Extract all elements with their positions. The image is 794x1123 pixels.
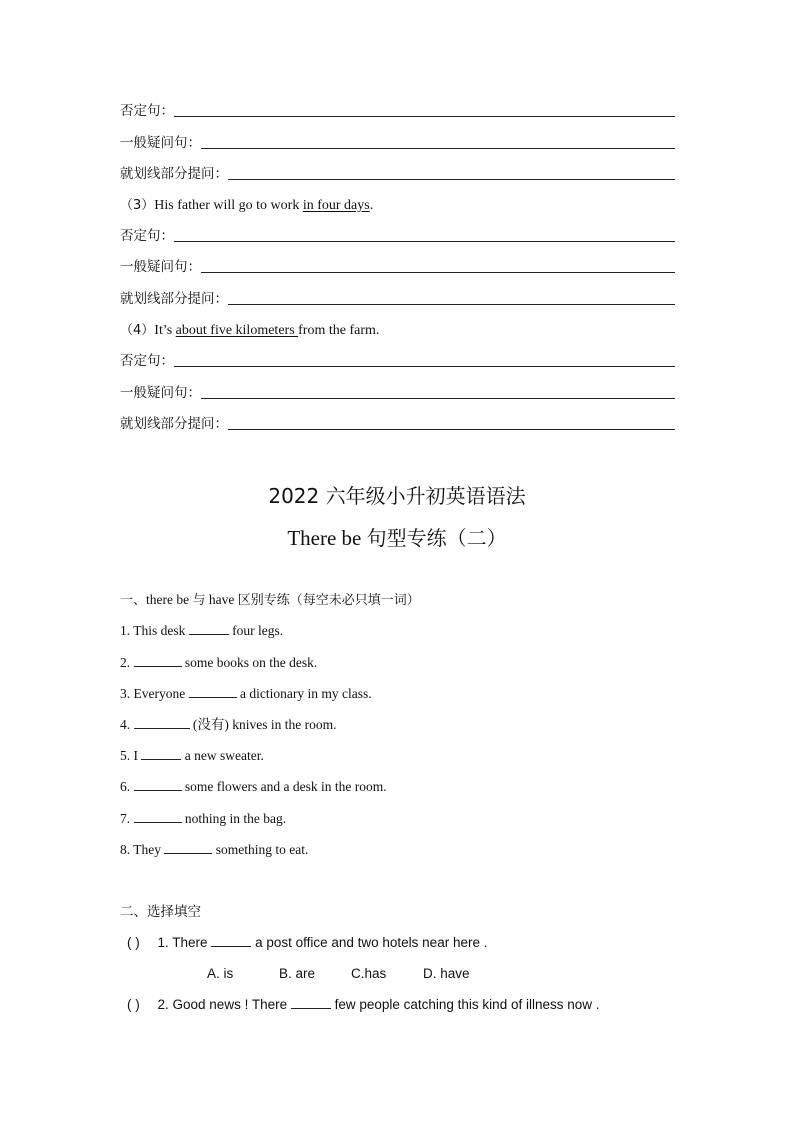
answer-row-negative-3 (120, 223, 675, 245)
question-number: （4） (120, 323, 155, 338)
list-item (120, 715, 336, 735)
underlined-phrase: about five kilometers (175, 323, 299, 338)
fill-blank[interactable] (134, 777, 182, 791)
subtitle-english: There be (287, 526, 367, 550)
answer-row-question-1 (120, 130, 675, 152)
title-line-1: 2022 六年级小升初英语语法 (268, 484, 526, 508)
list-item (120, 684, 372, 704)
question-4 (120, 321, 379, 341)
answer-line[interactable] (174, 352, 675, 367)
question-text: His father will go to work (154, 198, 303, 213)
label-underline-question: 就划线部分提问： (120, 166, 228, 182)
fill-blank (211, 933, 251, 947)
fill-blank[interactable] (189, 684, 237, 698)
label-yes-no: 一般疑问句： (120, 385, 201, 401)
document-subtitle (0, 522, 794, 551)
subtitle-chinese: 句型专练（二） (366, 526, 507, 550)
section-2-heading: 二、选择填空 (120, 904, 201, 920)
label-yes-no: 一般疑问句： (120, 259, 201, 275)
answer-row-negative-4 (120, 348, 675, 370)
question-text: few people catching this kind of illness now . (330, 997, 600, 1012)
list-item (120, 809, 286, 829)
option-a[interactable]: A. is (207, 966, 234, 981)
answer-line[interactable] (201, 134, 675, 149)
heading-part: there be (146, 592, 193, 607)
answer-parentheses[interactable]: ( ) (127, 935, 140, 950)
answer-line[interactable] (228, 415, 675, 430)
fill-blank[interactable] (141, 746, 181, 760)
question-3 (120, 196, 373, 216)
question-text: It’s (154, 323, 176, 338)
label-negative: 否定句： (120, 228, 174, 244)
option-c[interactable]: C.has (351, 966, 387, 981)
answer-parentheses[interactable]: ( ) (127, 997, 140, 1012)
fill-blank[interactable] (134, 653, 182, 667)
heading-part: have (205, 592, 238, 607)
answer-row-underline-4 (120, 411, 675, 433)
question-number: （3） (120, 198, 155, 213)
item-text: 1. This desk (120, 623, 189, 638)
option-d[interactable]: D. have (423, 966, 470, 981)
answer-row-question-3 (120, 254, 675, 276)
answer-row-question-4 (120, 380, 675, 402)
fill-blank[interactable] (189, 621, 229, 635)
answer-line[interactable] (201, 384, 675, 399)
label-negative: 否定句： (120, 353, 174, 369)
heading-part: 一、 (120, 593, 147, 608)
item-text: four legs. (228, 623, 284, 638)
answer-row-negative-1 (120, 98, 675, 120)
section-1-heading (120, 590, 420, 611)
list-item (120, 653, 317, 673)
label-negative: 否定句： (120, 103, 174, 119)
heading-part: 区别专练（每空未必只填一词） (237, 593, 420, 608)
list-item (120, 840, 308, 860)
item-text: 4. (120, 717, 134, 732)
item-text: nothing in the bag. (181, 811, 287, 826)
list-item (120, 777, 387, 797)
answer-line[interactable] (201, 258, 675, 273)
item-text: 7. (120, 811, 134, 826)
fill-blank[interactable] (134, 715, 190, 729)
answer-line[interactable] (228, 290, 675, 305)
question-text: a post office and two hotels near here . (251, 935, 488, 950)
option-b[interactable]: B. are (279, 966, 316, 981)
mc-options-1 (207, 964, 495, 984)
fill-blank[interactable] (164, 840, 212, 854)
item-text: 6. (120, 779, 134, 794)
item-text: (没有) knives in the room. (189, 717, 337, 732)
mc-question-1 (127, 933, 487, 953)
item-text: something to eat. (212, 842, 309, 857)
question-text-end: from the farm. (298, 323, 380, 338)
item-text: some flowers and a desk in the room. (181, 779, 387, 794)
mc-question-2 (127, 995, 600, 1015)
item-text: a new sweater. (181, 748, 264, 763)
label-yes-no: 一般疑问句： (120, 135, 201, 151)
question-text-end: . (369, 198, 374, 213)
item-text: 5. I (120, 748, 142, 763)
label-underline-question: 就划线部分提问： (120, 416, 228, 432)
heading-part: 与 (192, 593, 206, 608)
answer-line[interactable] (174, 102, 675, 117)
answer-row-underline-1 (120, 161, 675, 183)
list-item (120, 746, 264, 766)
answer-line[interactable] (174, 227, 675, 242)
label-underline-question: 就划线部分提问： (120, 291, 228, 307)
item-text: 3. Everyone (120, 686, 189, 701)
item-text: 8. They (120, 842, 165, 857)
item-text: some books on the desk. (181, 655, 318, 670)
question-text: 1. There (157, 935, 212, 950)
document-title (0, 480, 794, 509)
answer-row-underline-3 (120, 286, 675, 308)
answer-line[interactable] (228, 165, 675, 180)
fill-blank[interactable] (134, 809, 182, 823)
underlined-phrase: in four days (302, 198, 370, 213)
item-text: 2. (120, 655, 134, 670)
item-text: a dictionary in my class. (236, 686, 372, 701)
fill-blank (291, 995, 331, 1009)
list-item (120, 621, 283, 641)
question-text: 2. Good news ! There (157, 997, 291, 1012)
